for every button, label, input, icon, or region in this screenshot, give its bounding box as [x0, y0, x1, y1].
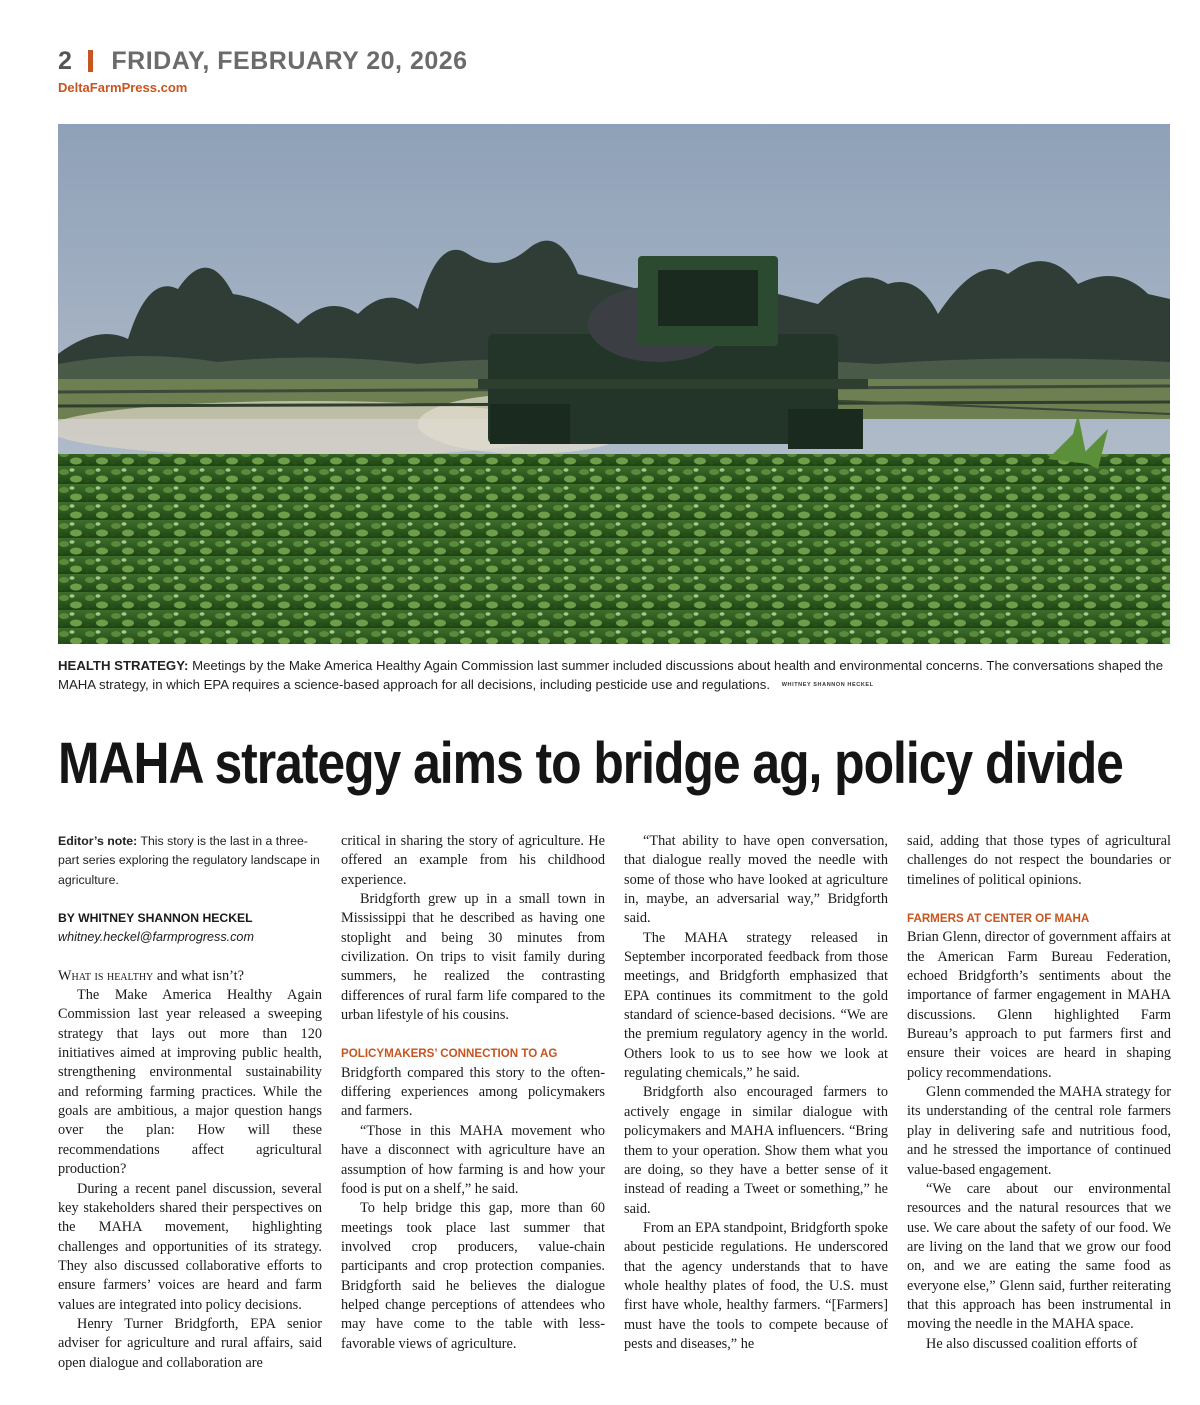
caption-label: HEALTH STRATEGY:: [58, 658, 189, 673]
author-email[interactable]: whitney.heckel@farmprogress.com: [58, 930, 254, 945]
paragraph: Glenn commended the MAHA strategy for its understanding of the central role farmers play in delivering safe and nutritious food, and he stressed the importance of continued value-based engagement.: [907, 1084, 1171, 1178]
paragraph: “That ability to have open conversation, that dialogue really moved the needle with some of those who have looked at agriculture in, maybe, an adversarial way,” Bridgforth said.: [624, 833, 888, 927]
paragraph: “Those in this MAHA movement who have a disconnect with agriculture have an assumption of how farming is and how your food is put on a shelf,” he said.: [341, 1122, 605, 1197]
paragraph: The MAHA strategy released in September incorporated feedback from those meetings, and Bridgforth emphasized that EPA continues its commitment to the gold standard of science-based decisions. “We are the premium regulatory agency in the world. Others look to us to see how we look at regulating chemicals,” he said.: [624, 929, 888, 1082]
paragraph: critical in sharing the story of agriculture. He offered an example from his childhood experience.: [341, 833, 605, 888]
paragraph: To help bridge this gap, more than 60 meetings took place last summer that involved crop producers, value-chain participants and crop protection companies. Bridgforth said he believes the dialogue helped change perceptions of attendees who may have come to the table with less-favorable views of agriculture.: [341, 1200, 605, 1352]
article-column-2: [341, 832, 605, 1354]
photo-credit: WHITNEY SHANNON HECKEL: [781, 682, 874, 689]
editors-note: [58, 832, 322, 890]
crop-sprayer-field-photo: [58, 124, 1170, 644]
article-column-3: [624, 832, 888, 1354]
paragraph: During a recent panel discussion, several key stakeholders shared their perspectives on the MAHA movement, highlighting challenges and opportunities of its strategy. They also discussed collaborative efforts to ensure farmers’ voices are heard and farm values are integrated into policy decisions.: [58, 1180, 322, 1313]
photo-caption: [58, 656, 1170, 695]
paragraph: Henry Turner Bridgforth, EPA senior adviser for agriculture and rural affairs, said open dialogue and collaboration are: [58, 1315, 322, 1371]
paragraph: Bridgforth also encouraged farmers to actively engage in similar dialogue with policymakers and MAHA influencers. “Bring them to your operation. Show them what you are doing, so they have a better sense of it instead of reading a Tweet or something,” he said.: [624, 1084, 888, 1217]
paragraph: Bridgforth grew up in a small town in Mississippi that he described as having one stoplight and being 30 minutes from civilization. On trips to visit family during summers, he realized the contrasting differences of rural farm life compared to the urban lifestyle of his cousins.: [341, 891, 605, 1024]
site-link[interactable]: DeltaFarmPress.com: [58, 80, 188, 95]
article-column-1: [58, 832, 322, 1373]
article-headline: MAHA strategy aims to bridge ag, policy divide: [58, 731, 1123, 796]
lead-caps: What is healthy: [58, 967, 154, 984]
page-header: [58, 46, 468, 95]
lead-paragraph: [58, 967, 322, 986]
paragraph: Brian Glenn, director of government affairs at the American Farm Bureau Federation, echoed Bridgforth’s sentiments about the importance of farmer engagement in MAHA discussions. Glenn highlighted Farm Bureau’s approach to put farmers first and ensure their voices are heard in shaping policy recommendations.: [907, 929, 1171, 1081]
caption-text: Meetings by the Make America Healthy Again Commission last summer included discussions about health and environmental concerns. The conversations shaped the MAHA strategy, in which EPA requires a science-based approach for all decisions, including pesticide use and regulations.: [58, 658, 1164, 692]
byline: BY WHITNEY SHANNON HECKEL: [58, 911, 253, 926]
folio-divider: [88, 50, 93, 72]
subhead-farmers: FARMERS AT CENTER OF MAHA: [907, 912, 1090, 926]
paragraph: Bridgforth compared this story to the often-differing experiences among policymakers and farmers.: [341, 1064, 605, 1120]
lead-rest: and what isn’t?: [153, 967, 244, 984]
article-column-4: [907, 832, 1171, 1354]
subhead-policymakers: POLICYMAKERS’ CONNECTION TO AG: [341, 1047, 558, 1061]
paragraph: said, adding that those types of agricultural challenges do not respect the boundaries or timelines of political opinions.: [907, 833, 1171, 888]
editors-note-label: Editor’s note:: [58, 834, 138, 848]
page-number: 2: [58, 47, 73, 75]
editors-note-text: This story is the last in a three-part series exploring the regulatory landscape in agriculture.: [58, 834, 320, 887]
folio: [58, 46, 468, 76]
paragraph: “We care about our environmental resources and the natural resources that we use. We care about the safety of our food. We are living on the land that we grow our food on, and we are eating the same food as everyone else,” Glenn said, further reiterating that this approach has been instrumental in moving the needle in the MAHA space.: [907, 1180, 1171, 1333]
paragraph: The Make America Healthy Again Commission last year released a sweeping strategy that lays out more than 120 initiatives aimed at improving public health, strengthening environmental sustainability and reforming farming practices. While the goals are ambitious, a major question hangs over the plan: How will these recommendations affect agricultural production?: [58, 987, 322, 1178]
paragraph: From an EPA standpoint, Bridgforth spoke about pesticide regulations. He underscored that the agency understands that to have whole healthy plates of food, the U.S. must first have whole, healthy farmers. “[Farmers] must have the tools to compete because of pests and diseases,” he: [624, 1219, 888, 1352]
issue-date: FRIDAY, FEBRUARY 20, 2026: [111, 47, 468, 75]
paragraph: He also discussed coalition efforts of: [926, 1335, 1138, 1352]
